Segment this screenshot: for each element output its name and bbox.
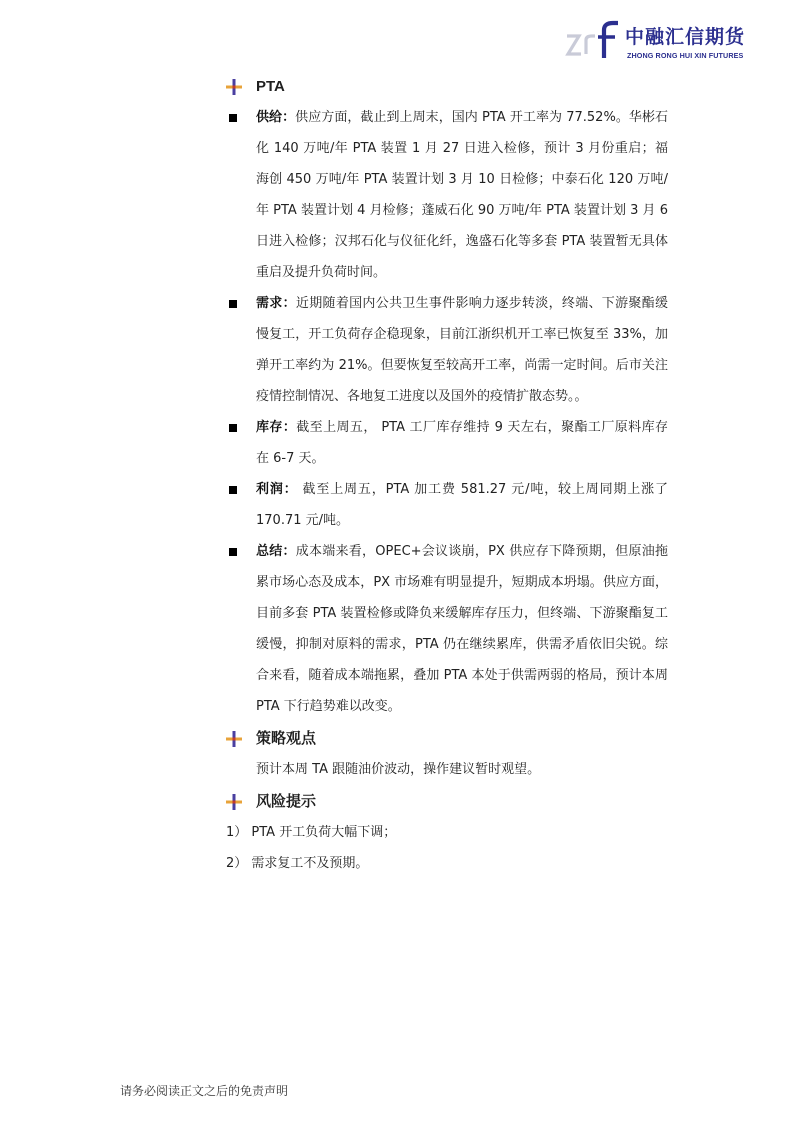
bullet-text: 截至上周五， PTA 工厂库存维持 9 天左右，聚酯工厂原料库存在 6-7 天。 [256,420,668,466]
bullet-summary: 总结：成本端来看，OPEC+会议谈崩，PX 供应存下降预期，但原油拖累市场心态及成本，PX 市场难有明显提升，短期成本坍塌。供应方面，目前多套 PTA 装置检修或降负来缓解库存压力，但终端、下游聚酯复工缓慢，抑制对原料的需求，PTA 仍在继续累库，供需矛盾依旧尖锐。综合来看，随着成本端拖累，叠加 PTA 本处于供需两弱的格局，预计本周 PTA 下行趋势难以改变。 [226,536,668,722]
footer-disclaimer: 请务必阅读正文之后的免责声明 [120,1084,289,1098]
bullet-label: 利润 [256,482,284,497]
section-title: 风险提示 [256,792,317,810]
section-heading-risk [226,785,668,817]
bullet-text: 供应方面，截止到上周末，国内 PTA 开工率为 77.52%。华彬石化 140 万吨/年 PTA 装置 1 月 27 日进入检修，预计 3 月份重启；福海创 450 万吨/年 PTA 装置计划 3 月 10 日检修；中泰石化 120 万吨/年 PTA 装置计划 4 月检修；蓬威石化 90 万吨/年 PTA 装置计划 3 月 6 日进入检修；汉邦石化与仪征化纤，逸盛石化等多套 PTA 装置暂无具体重启及提升负荷时间。 [256,110,668,280]
bullet-text: 近期随着国内公共卫生事件影响力逐步转淡，终端、下游聚酯缓慢复工，开工负荷存企稳现象，目前江浙织机开工率已恢复至 33%，加弹开工率约为 21%。但要恢复至较高开工率，尚需一定时间。后市关注疫情控制情况、各地复工进度以及国外的疫情扩散态势。。 [256,296,668,404]
square-bullet-icon [229,486,237,494]
square-bullet-icon [229,548,237,556]
risk-item: 2） 需求复工不及预期。 [226,856,369,871]
diamond-bullet-icon [226,731,242,747]
risk-item: 1） PTA 开工负荷大幅下调； [226,825,397,840]
strategy-text: 预计本周 TA 跟随油价波动，操作建议暂时观望。 [256,762,541,777]
bullet-label: 总结 [256,544,283,559]
company-logo [565,18,745,64]
bullet-demand: 需求：近期随着国内公共卫生事件影响力逐步转淡，终端、下游聚酯缓慢复工，开工负荷存企稳现象，目前江浙织机开工率已恢复至 33%，加弹开工率约为 21%。但要恢复至较高开工率，尚需一定时间。后市关注疫情控制情况、各地复工进度以及国外的疫情扩散态势。。 [226,288,668,412]
bullet-text: 截至上周五，PTA 加工费 581.27 元/吨，较上周同期上涨了 170.71 元/吨。 [256,482,668,528]
section-title: 策略观点 [256,729,317,747]
report-body [226,70,668,879]
logo-english-name: ZHONG RONG HUI XIN FUTURES [627,51,744,60]
section-heading-pta [226,70,668,102]
bullet-supply: 供给：供应方面，截止到上周末，国内 PTA 开工率为 77.52%。华彬石化 140 万吨/年 PTA 装置 1 月 27 日进入检修，预计 3 月份重启；福海创 450 万吨/年 PTA 装置计划 3 月 10 日检修；中泰石化 120 万吨/年 PTA 装置计划 4 月检修；蓬威石化 90 万吨/年 PTA 装置计划 3 月 6 日进入检修；汉邦石化与仪征化纤，逸盛石化等多套 PTA 装置暂无具体重启及提升负荷时间。 [226,102,668,288]
section-title: PTA [256,78,285,95]
square-bullet-icon [229,424,237,432]
bullet-text: 成本端来看，OPEC+会议谈崩，PX 供应存下降预期，但原油拖累市场心态及成本，PX 市场难有明显提升，短期成本坍塌。供应方面，目前多套 PTA 装置检修或降负来缓解库存压力，但终端、下游聚酯复工缓慢，抑制对原料的需求，PTA 仍在继续累库，供需矛盾依旧尖锐。综合来看，随着成本端拖累，叠加 PTA 本处于供需两弱的格局，预计本周 PTA 下行趋势难以改变。 [256,544,668,714]
bullet-label: 供给 [256,110,283,125]
square-bullet-icon [229,114,237,122]
bullet-inventory: 库存：截至上周五， PTA 工厂库存维持 9 天左右，聚酯工厂原料库存在 6-7 天。 [226,412,668,474]
bullet-label: 库存 [256,420,283,435]
logo-chinese-name: 中融汇信期货 [625,26,746,48]
zrf-logo-mark-icon [565,20,621,60]
section-heading-strategy [226,722,668,754]
diamond-bullet-icon [226,79,242,95]
diamond-bullet-icon [226,794,242,810]
bullet-profit: 利润： 截至上周五，PTA 加工费 581.27 元/吨，较上周同期上涨了 170.71 元/吨。 [226,474,668,536]
square-bullet-icon [229,300,237,308]
bullet-label: 需求 [256,296,283,311]
